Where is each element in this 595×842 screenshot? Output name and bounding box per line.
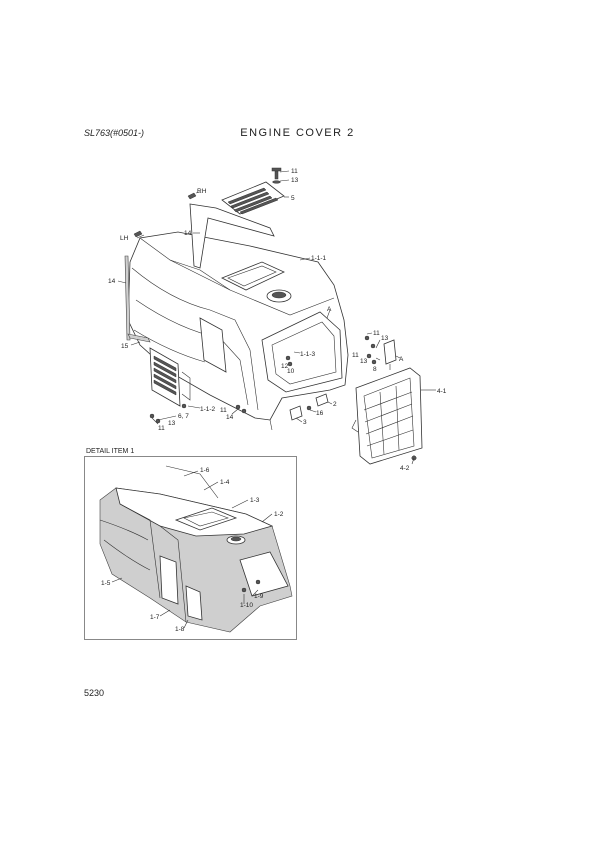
callout-1-1-1: 1-1-1 [311, 255, 327, 262]
model-code: SL763(#0501-) [84, 128, 145, 138]
detail-callout-1-9: 1-9 [254, 593, 264, 600]
detail-callout-1-10: 1-10 [240, 602, 254, 609]
page-number: 5230 [84, 688, 105, 698]
callout-14-b: 14 [108, 278, 116, 285]
detail-drawing [100, 466, 292, 632]
detail-callout-1-3: 1-3 [250, 497, 260, 504]
hinge-bracket [384, 340, 396, 364]
callout-14-a: 14 [184, 230, 192, 237]
callout-4-2: 4-2 [400, 465, 410, 472]
callout-2: 2 [333, 401, 337, 408]
top-grille [222, 182, 284, 214]
callout-11-bottom: 11 [220, 407, 227, 414]
detail-label: DETAIL ITEM 1 [86, 448, 135, 455]
callout-3: 3 [303, 419, 307, 426]
callout-15: 15 [121, 343, 129, 350]
detail-callout-1-5: 1-5 [101, 580, 111, 587]
detail-callout-1-4: 1-4 [220, 479, 230, 486]
callout-1-1-2: 1-1-2 [200, 406, 216, 413]
callout-rh: RH [197, 188, 207, 195]
callout-16: 16 [316, 410, 324, 417]
callout-a-right: A [399, 356, 404, 363]
detail-callout-1-7: 1-7 [150, 614, 160, 621]
callout-13-right-1: 13 [381, 335, 389, 342]
detail-callout-1-6: 1-6 [200, 467, 210, 474]
callout-lh: LH [120, 235, 129, 242]
callout-1-1-3: 1-1-3 [300, 351, 316, 358]
callout-13-top: 13 [291, 177, 299, 184]
rear-grille-door [352, 368, 422, 464]
page-title: ENGINE COVER 2 [240, 127, 355, 139]
callout-6-7: 6, 7 [178, 413, 189, 420]
detail-callout-1-2: 1-2 [274, 511, 284, 518]
callout-12: 12 [281, 363, 289, 370]
callout-14-c: 14 [226, 414, 234, 421]
callout-5: 5 [291, 195, 295, 202]
callout-11-right: 11 [373, 330, 380, 337]
callout-10: 10 [287, 368, 295, 375]
detail-callout-1-8: 1-8 [175, 626, 185, 633]
callout-11-bottom-2: 11 [158, 425, 165, 432]
side-strip [125, 256, 130, 340]
callout-11-right-2: 11 [352, 352, 359, 359]
callout-13-bottom: 13 [168, 420, 176, 427]
callout-13-right-2: 13 [360, 358, 368, 365]
callout-a-left: A [327, 306, 332, 313]
callout-11-top: 11 [291, 168, 298, 175]
callout-8: 8 [373, 366, 377, 373]
callout-4-1: 4-1 [437, 388, 447, 395]
